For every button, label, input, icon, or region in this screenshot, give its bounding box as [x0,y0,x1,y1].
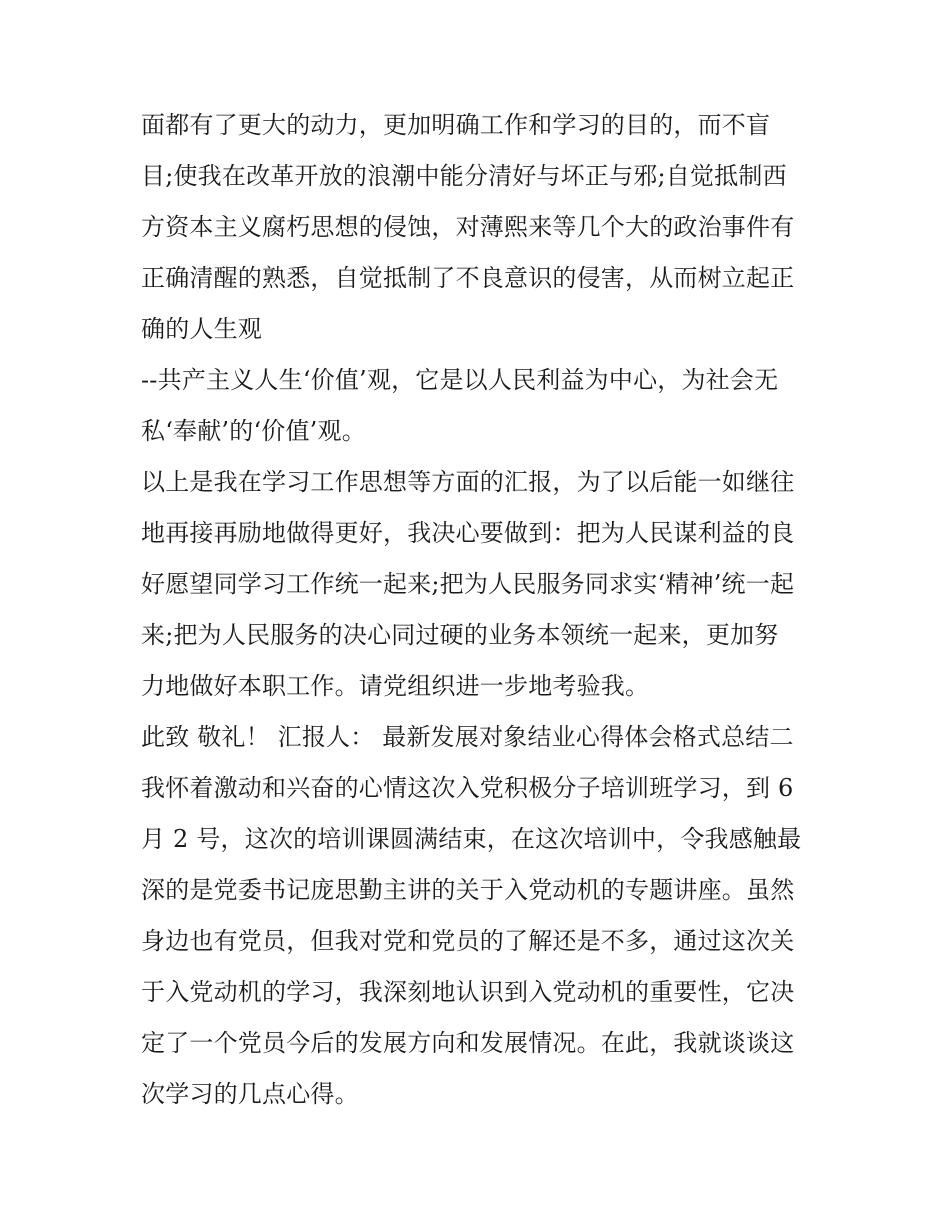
text-line: --共产主义人生‘价值’观，它是以人民利益为中心，为社会无 [141,366,779,394]
text-line: 目;使我在改革开放的浪潮中能分清好与坏正与邪;自觉抵制西 [141,162,787,190]
text-line: 深的是党委书记庞思勤主讲的关于入党动机的专题讲座。虽然 [141,876,795,904]
text-line: 正确清醒的熟悉，自觉抵制了不良意识的侵害，从而树立起正 [141,264,795,292]
body-text [141,100,821,1120]
text-line: 私‘奉献’的‘价值’观。 [141,417,366,445]
text-line: 此致 敬礼！ 汇报人： 最新发展对象结业心得体会格式总结二 [141,723,794,751]
text-line: 地再接再励地做得更好，我决心要做到：把为人民谋利益的良 [141,519,795,547]
text-line: 定了一个党员今后的发展方向和发展情况。在此，我就谈谈这 [141,1029,795,1057]
text-line: 力地做好本职工作。请党组织进一步地考验我。 [141,672,650,700]
text-line: 次学习的几点心得。 [141,1080,359,1108]
text-line: 以上是我在学习工作思想等方面的汇报，为了以后能一如继往 [141,468,795,496]
text-line: 身边也有党员，但我对党和党员的了解还是不多，通过这次关 [141,927,795,955]
text-line: 我怀着激动和兴奋的心情这次入党积极分子培训班学习，到 6 [141,774,794,802]
text-line: 来;把为人民服务的决心同过硬的业务本领统一起来，更加努 [141,621,779,649]
text-line: 好愿望同学习工作统一起来;把为人民服务同求实‘精神’统一起 [141,570,795,598]
text-line: 确的人生观 [141,315,262,343]
text-line: 方资本主义腐朽思想的侵蚀，对薄熙来等几个大的政治事件有 [141,213,795,241]
text-line: 月 2 号，这次的培训课圆满结束，在这次培训中，令我感触最 [141,825,802,853]
text-line: 面都有了更大的动力，更加明确工作和学习的目的，而不盲 [141,111,771,139]
text-line: 于入党动机的学习，我深刻地认识到入党动机的重要性，它决 [141,978,795,1006]
